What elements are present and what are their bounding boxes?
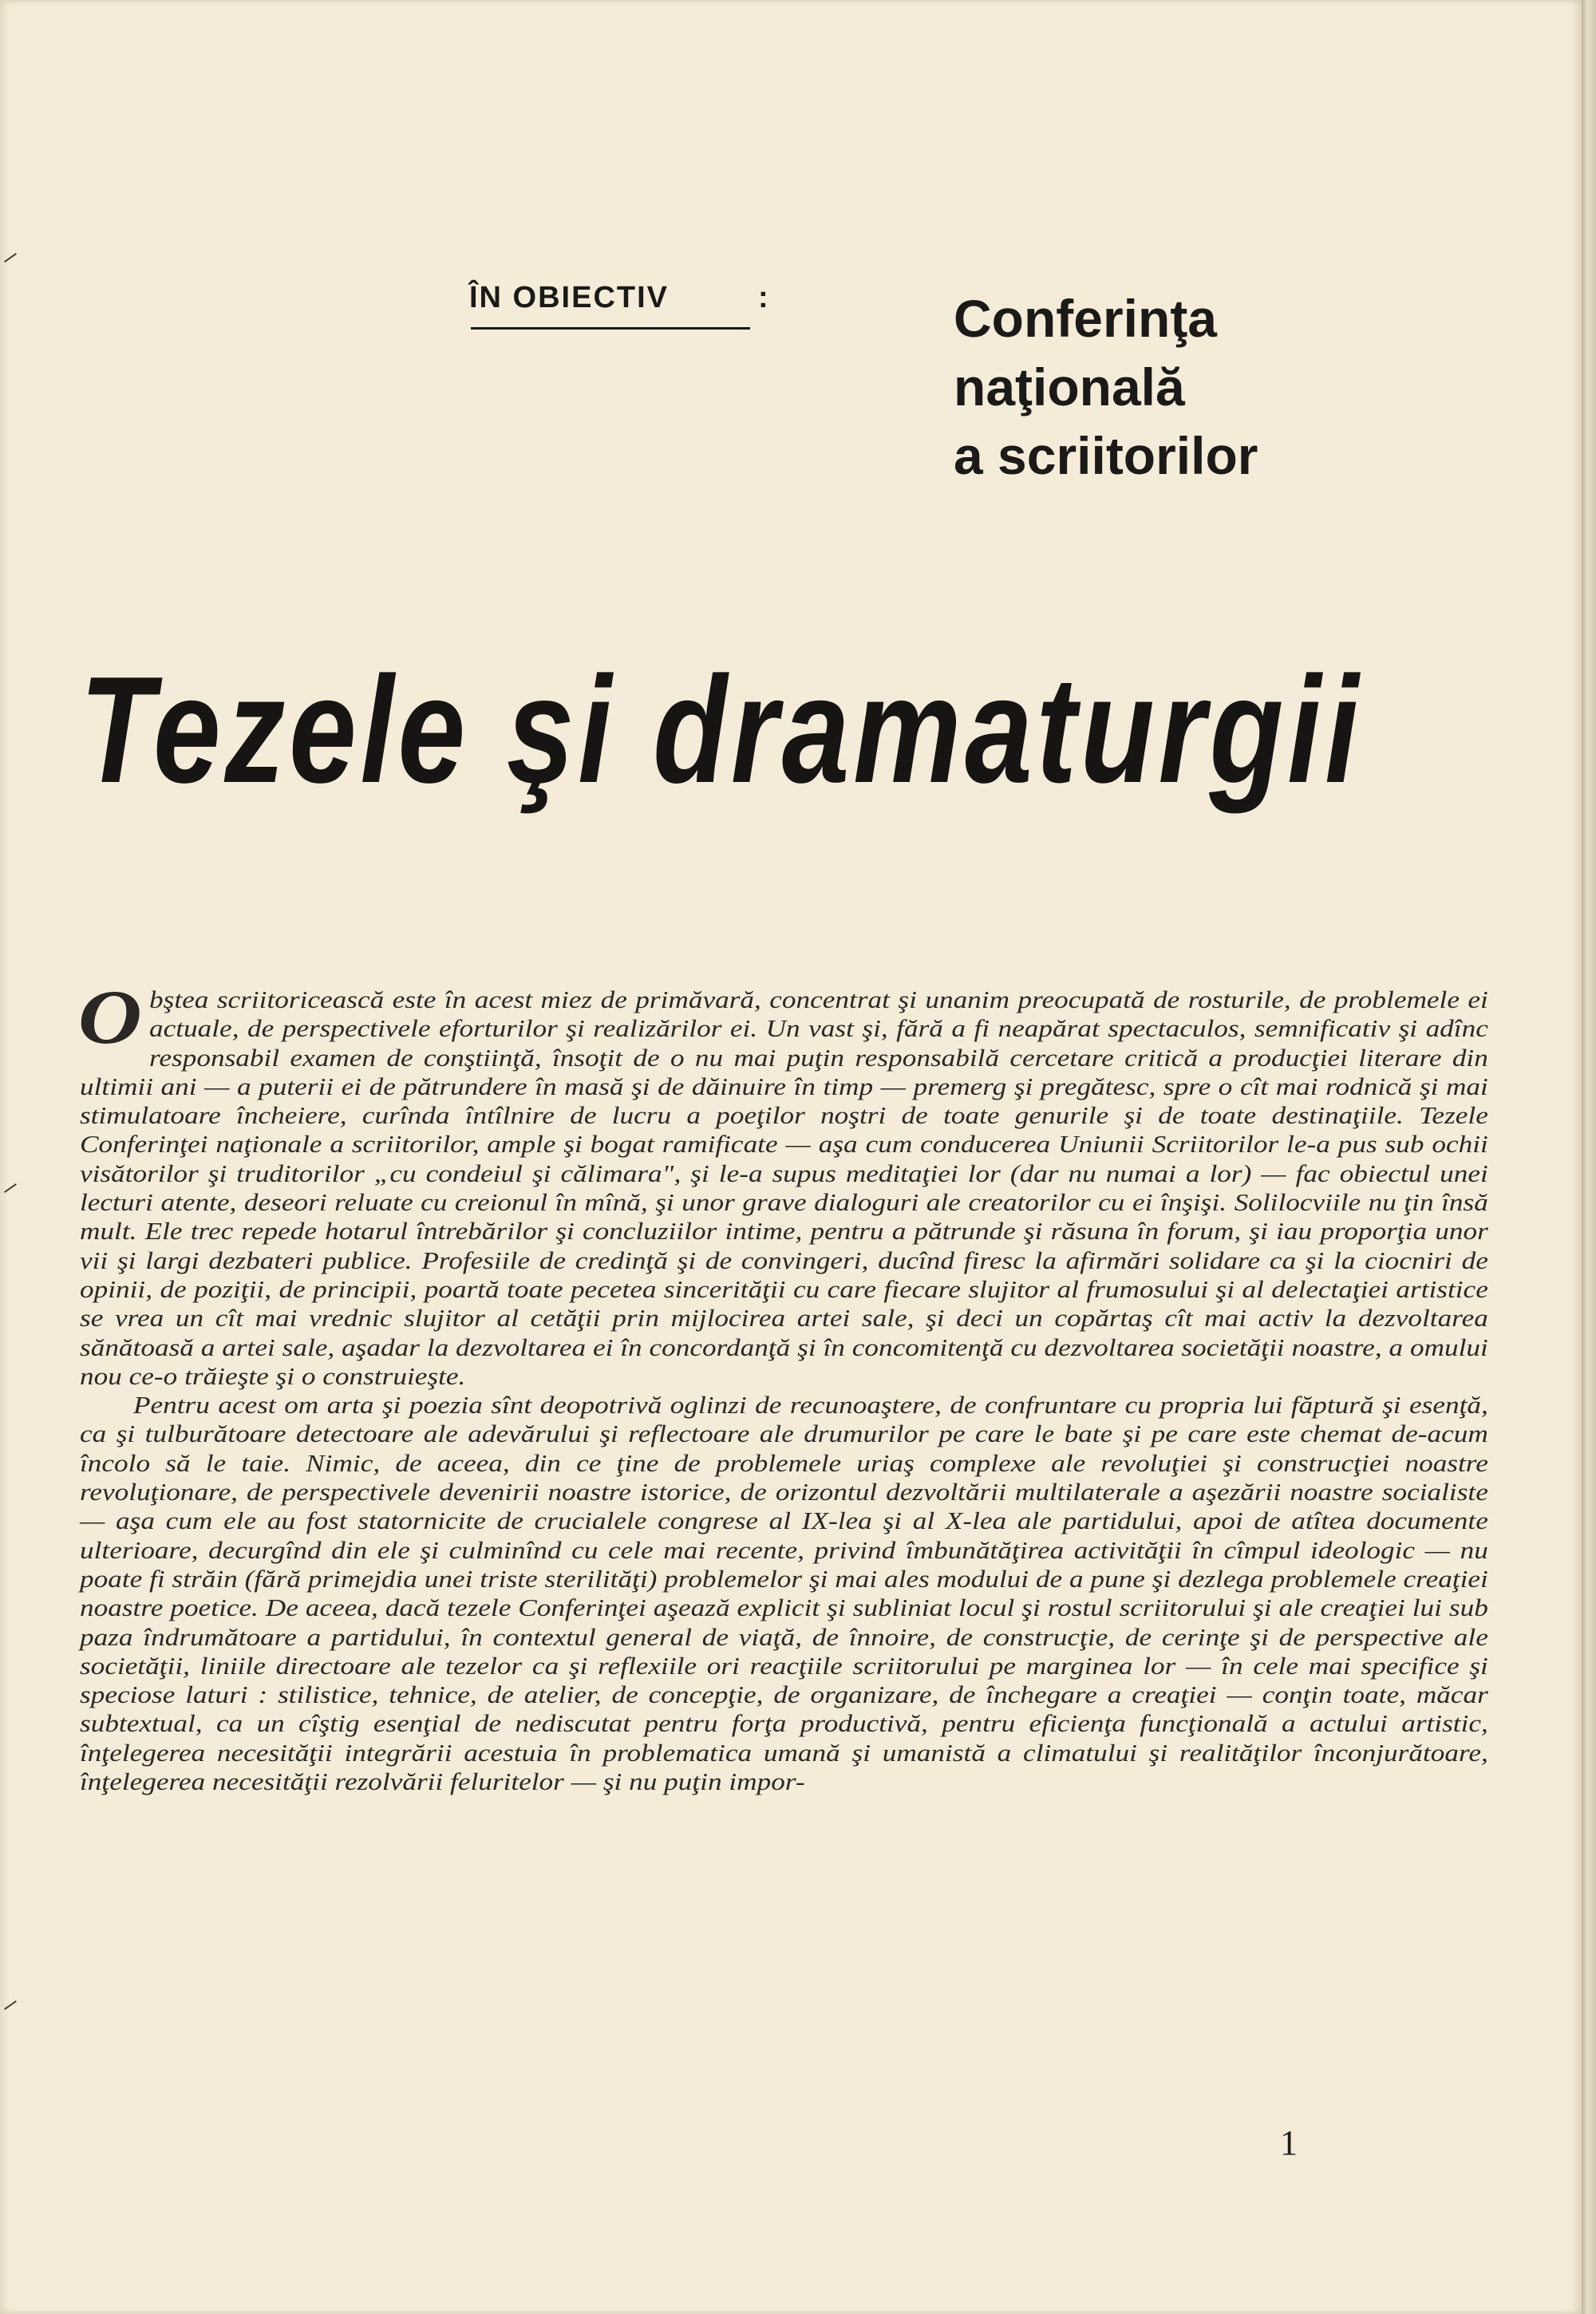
rubric-colon: : <box>758 281 768 314</box>
page-number: 1 <box>1280 2123 1298 2162</box>
event-title-line-1: Conferinţa <box>954 289 1217 348</box>
event-title-line-2: naţională <box>954 357 1185 417</box>
margin-tick-mark <box>4 253 17 263</box>
article-paragraph-2: Pentru acest om arta şi poezia sînt deopotrivă oglinzi de recunoaştere, de confruntare cu propria lui făptură şi esenţă, ca şi tulburătoare detectoare ale adevărului şi reflectoare ale drumurilor pe care le bate şi pe care este chemat de-acum încolo să le taie. Nimic, de aceea, din ce ţine de problemele uriaş complexe ale revoluţiei şi construcţiei noastre revoluţionare, de perspectivele devenirii noastre istorice, de orizontul dezvoltării multilaterale a aşezării noastre socialiste — aşa cum ele au fost statornicite de crucialele congrese al IX-lea şi al X-lea ale partidului, apoi de atîtea documente ulterioare, decurgînd din ele şi culminînd cu cele mai recente, privind îmbunătăţirea activităţii în cîmpul ideologic — nu poate fi străin (fără primejdia unei triste sterilităţi) problemelor şi mai ales modului de a pune şi dezlega problemele creaţiei noastre poetice. De aceea, dacă tezele Conferinţei aşează explicit şi subliniat locul şi rostul scriitorului şi ale creaţiei lui sub paza îndrumătoare a partidului, în contextul general de viaţă, de înnoire, de construcţie, de cerinţe şi de perspective ale societăţii, liniile directoare ale tezelor ca şi reflexiile ori reacţiile scriitorului pe marginea lor — în cele mai specifice şi speciose laturi : stilistice, tehnice, de atelier, de concepţie, de organizare, de închegare a creaţiei — conţin toate, măcar subtextual, ca un cîştig esenţial de nediscutat pentru forţa productivă, pentru eficienţa funcţională a actului artistic, înţelegerea necesităţii integrării acestuia în problematica umană şi umanistă a climatului şi realităţilor înconjurătoare, înţelegerea necesităţii rezolvării feluritelor — şi nu puţin impor- <box>80 1392 1488 1796</box>
event-title <box>954 284 1258 490</box>
drop-cap: O <box>77 974 142 1060</box>
article-body <box>77 974 1488 1796</box>
event-title-line-3: a scriitorilor <box>954 426 1258 485</box>
page-edge <box>1582 0 1596 2314</box>
margin-tick-mark <box>4 1183 17 1193</box>
article-title: Tezele şi dramaturgii <box>80 646 1363 815</box>
paragraph-1-text: bştea scriitoricească este în acest miez de primăvară, concentrat şi unanim preocupată de rosturile, de problemele ei actuale, de perspectivele eforturilor şi realizărilor ei. Un vast şi, fără a fi neapărat spectaculos, semnificativ şi adînc responsabil examen de conştiinţă, însoţit de o nu mai puţin responsabilă cercetare critică a producţiei literare din ultimii ani — a puterii ei de pătrundere în masă şi de dăinuire în timp — premerg şi pregătesc, spre o cît mai rodnică şi mai stimulatoare încheiere, curînda întîlnire de lucru a poeţilor noştri de toate genurile şi de toate destinaţiile. Tezele Conferinţei naţionale a scriitorilor, ample şi bogat ramificate — aşa cum conducerea Uniunii Scriitorilor le-a pus sub ochii visătorilor şi truditorilor „cu condeiul şi călimara", şi le-a supus meditaţiei lor (dar nu numai a lor) — fac obiectul unei lecturi atente, deseori reluate cu creionul în mînă, şi unor grave dialoguri ale creatorilor cu ei înşişi. Solilocviile nu ţin însă mult. Ele trec repede hotarul întrebărilor şi concluziilor intime, pentru a pătrunde şi răsuna în forum, şi iau proporţia unor vii şi largi dezbateri publice. Profesiile de credinţă şi de convingeri, ducînd firesc la afirmări solidare ca şi la ciocniri de opinii, de poziţii, de principii, poartă toate pecetea sincerităţii cu care fiecare slujitor al frumosului şi al delectaţiei artistice se vrea un cît mai vrednic slujitor al cetăţii prin mijlocirea artei sale, şi deci un copărtaş cît mai activ la dezvoltarea sănătoasă a artei sale, aşadar la dezvoltarea ei în concordanţă şi în concomitenţă cu dezvoltarea societăţii noastre, a omului nou ce-o trăieşte şi o construieşte. <box>80 986 1488 1390</box>
margin-tick-mark <box>4 2000 17 2010</box>
rubric-underline <box>471 327 750 330</box>
section-rubric: ÎN OBIECTIV <box>469 281 670 314</box>
article-paragraph-1 <box>77 974 1488 1391</box>
